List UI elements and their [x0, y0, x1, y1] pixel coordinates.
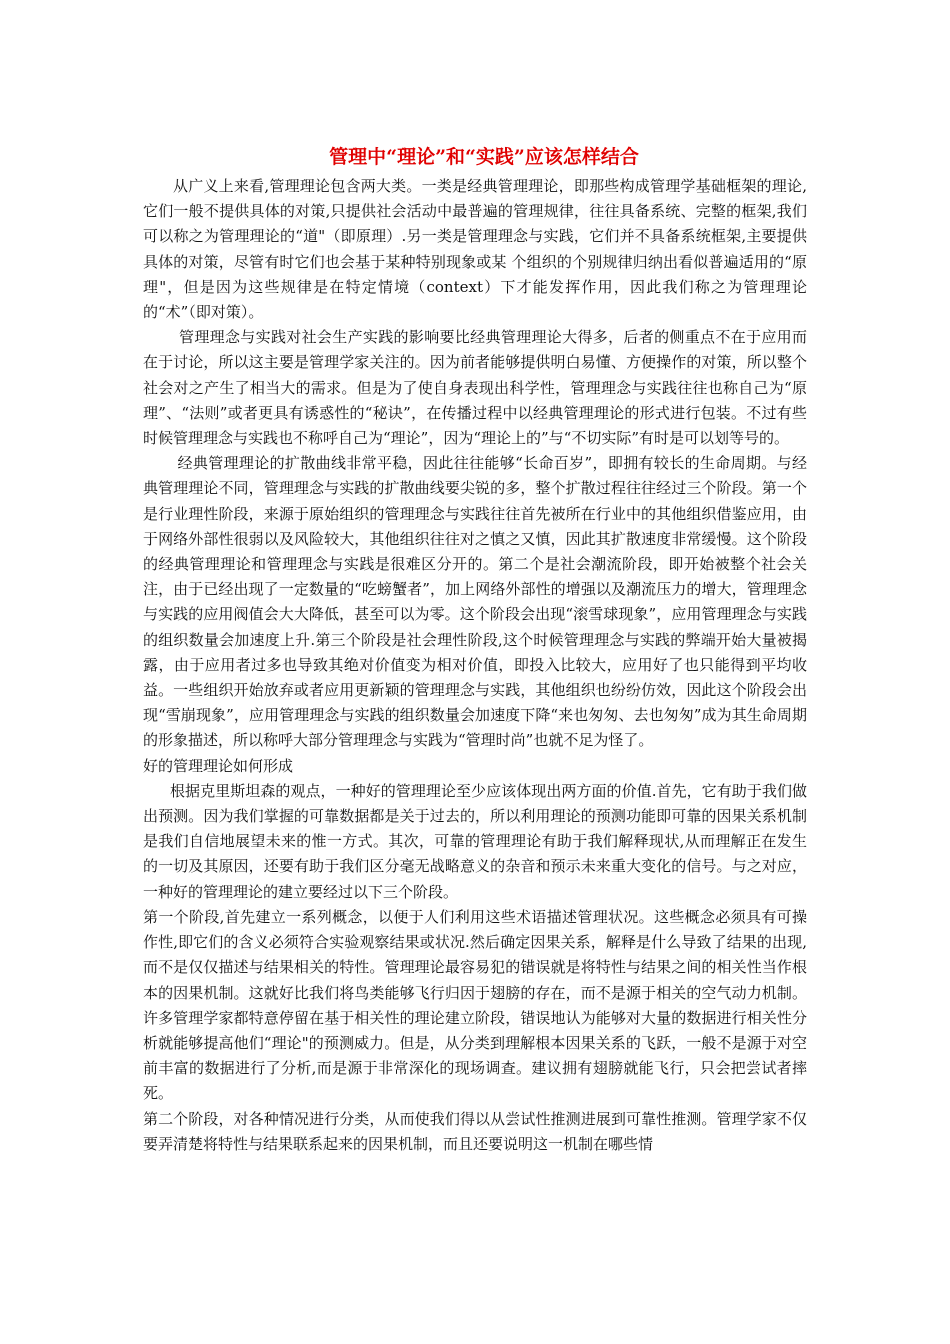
document-title: 管理中“理论”和“实践”应该怎样结合 — [329, 146, 639, 168]
paragraph-1: 从广义上来看,管理理论包含两大类。一类是经典管理理论，即那些构成管理学基础框架的理论,它们一般不提供具体的对策,只提供社会活动中最普遍的管理规律，往往具备系统、完整的框架,我们可以称之为管理理论的“道"（即原理）.另一类是管理理念与实践，它们并不具备系统框架,主要提供具体的对策，尽管有时它们也会基于某种特别现象或某 个组织的个别规律归纳出看似普遍适用的“原理"，但是因为这些规律是在特定情境（context）下才能发挥作用，因此我们称之为管理理论的“术”（即对策）。 — [143, 177, 807, 322]
paragraph-4: 根据克里斯坦森的观点，一种好的管理理论至少应该体现出两方面的价值.首先，它有助于我们做出预测。因为我们掌握的可靠数据都是关于过去的，所以利用理论的预测功能即可靠的因果关系机制是我们自信地展望未来的惟一方式。其次，可靠的管理理论有助于我们解释现状,从而理解正在发生的一切及其原因，还要有助于我们区分毫无战略意义的杂音和预示未来重大变化的信号。与之对应，一种好的管理理论的建立要经过以下三个阶段。 — [143, 781, 807, 901]
paragraph-5: 第一个阶段,首先建立一系列概念，以便于人们利用这些术语描述管理状况。这些概念必须具有可操作性,即它们的含义必须符合实验观察结果或状况.然后确定因果关系，解释是什么导致了结果的出现,而不是仅仅描述与结果相关的特性。管理理论最容易犯的错误就是将特性与结果之间的相关性当作根本的因果机制。这就好比我们将鸟类能够飞行归因于翅膀的存在，而不是源于相关的空气动力机制。许多管理学家都特意停留在基于相关性的理论建立阶段，错误地认为能够对大量的数据进行相关性分析就能够提高他们“理论"的预测威力。但是，从分类到理解根本因果关系的飞跃，一般不是源于对空前丰富的数据进行了分析,而是源于非常深化的现场调查。建议拥有翅膀就能飞行，只会把尝试者摔死。 — [143, 907, 807, 1103]
document-body — [143, 140, 807, 1157]
paragraph-2: 管理理念与实践对社会生产实践的影响要比经典管理理论大得多，后者的侧重点不在于应用而在于讨论，所以这主要是管理学家关注的。因为前者能够提供明白易懂、方便操作的对策，所以整个社会对之产生了相当大的需求。但是为了使自身表现出科学性，管理理念与实践往往也称自己为“原理”、“法则”或者更具有诱惑性的“秘诀”，在传播过程中以经典管理理论的形式进行包装。不过有些时候管理理念与实践也不称呼自己为“理论”，因为“理论上的”与“不切实际”有时是可以划等号的。 — [143, 328, 807, 448]
paragraph-6: 第二个阶段，对各种情况进行分类，从而使我们得以从尝试性推测进展到可靠性推测。管理学家不仅要弄清楚将特性与结果联系起来的因果机制，而且还要说明这一机制在哪些情 — [143, 1109, 807, 1153]
section-heading: 好的管理理论如何形成 — [143, 756, 294, 775]
paragraph-3: 经典管理理论的扩散曲线非常平稳，因此往往能够“长命百岁”，即拥有较长的生命周期。与经典管理理论不同，管理理念与实践的扩散曲线要尖锐的多，整个扩散过程往往经过三个阶段。第一个是行业理性阶段，来源于原始组织的管理理念与实践往往首先被所在行业中的其他组织借鉴应用，由于网络外部性很弱以及风险较大，其他组织往往对之慎之又慎，因此其扩散速度非常缓慢。这个阶段的经典管理理论和管理理念与实践是很难区分开的。第二个是社会潮流阶段，即开始被整个社会关注，由于已经出现了一定数量的“吃螃蟹者”，加上网络外部性的增强以及潮流压力的增大，管理理念与实践的应用阀值会大大降低，甚至可以为零。这个阶段会出现“滚雪球现象”，应用管理理念与实践的组织数量会加速度上升.第三个阶段是社会理性阶段,这个时候管理理念与实践的弊端开始大量被揭露，由于应用者过多也导致其绝对价值变为相对价值，即投入比较大，应用好了也只能得到平均收益。一些组织开始放弃或者应用更新颖的管理理念与实践，其他组织也纷纷仿效，因此这个阶段会出现“雪崩现象”，应用管理理念与实践的组织数量会加速度下降“来也匆匆、去也匆匆”成为其生命周期的形象描述，所以称呼大部分管理理念与实践为“管理时尚”也就不足为怪了。 — [143, 454, 807, 750]
